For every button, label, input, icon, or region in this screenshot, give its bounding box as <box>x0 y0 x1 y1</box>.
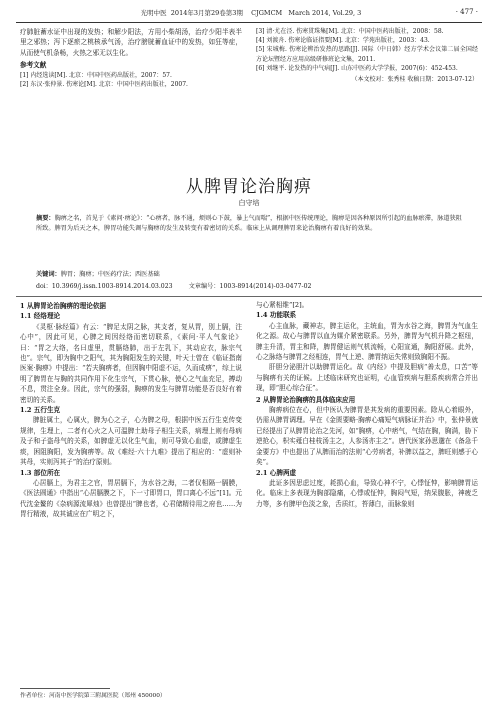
reference-item: [4] 刘渡舟. 伤寒论临证指要[M]. 北京：学苑出版社，2003：43. <box>256 37 430 45</box>
reference-item: [3] 清·尤在泾. 伤寒贯珠集[M]. 北京：中国中医药出版社，2008：58. <box>256 28 444 35</box>
body-column-right <box>256 300 478 685</box>
body-paragraph: 心居膈上，为君主之官，胃居膈下，为水谷之海，二者仅相隔一膈膜，《医法圆通》中指出“心居膈膜之下，下一寸即胃口，胃口离心不远”[1]。元代沈金鳌的《杂病源流犀烛》也曾提出“脾也者，心君储精待用之府也……为胃行精液，故其诚应在广明之下， <box>20 478 242 519</box>
keywords <box>36 270 462 280</box>
reference-item: [2] 东汉·张仲景. 伤寒论[M]. 北京：中国中医药出版社，2007. <box>20 80 188 88</box>
abstract <box>36 214 462 235</box>
subsection-heading: 1.1 经络理论 <box>20 312 61 321</box>
body-paragraph: 此证多因思虑过度，耗损心血，导致心神不宁，心悸怔忡，影响脾胃运化。临床上多表现为胸部隐痛，心悸或怔忡，胸闷气短，纳呆腹胀，神疲乏力等，多有脾甲色淡之象，舌质红，苔薄白，而脉象则 <box>256 478 478 508</box>
issue-date-cn: 2014年3月第29卷第3期 <box>170 9 243 17</box>
references-heading: 参考文献 <box>20 61 47 70</box>
abstract-text: 胸痹之名，首见于《素问·痹论》：“心痹者，脉不通，烦则心下鼓，暴上气而喘”，根据中医传统理论，胸痹是因各种原因所引起的血脉瘀滞，脉道狭阻所致。脾胃为后天之本，脾胃功能失调与胸痹的发生及转变有着密切的关系。临床上从调理脾胃来论治胸痹有着良好的效果。 <box>36 215 462 233</box>
proofread-received: （本文校对：张秀桂 收稿日期：2013-07-12） <box>351 76 478 84</box>
doi: doi：10.3969/j.issn.1003-8914.2014.03.023 <box>36 283 173 290</box>
prev-article-text: 疗肺脏蓄水证中出现的发热；和解少阳法，方用小柴胡汤，治疗少阳半表半里之邪热；泻下逐瘀之桃核承气汤，治疗膀胱蓄血证中的发热，如狂等症，从而使气机条畅，火热之邪无以生化。 <box>20 28 242 57</box>
journal-name-cn: 光明中医 <box>140 9 167 17</box>
subsection-heading: 1.2 五行生克 <box>20 406 61 415</box>
body-paragraph: 脾脏属土，心属火，脾为心之子，心为脾之母，根据中医五行生克传变规律，生理上，二者有心火之人可温脾土助母子相生关系，病理上则有母病及子和子盗母气的关系，如脾虚无以化生气血，则可导致心血虚，或脾虚生痰，困阻胸阳，发为胸痹等。故《难经·六十九难》提出了相应的：“虚则补其母，实则泻其子”的治疗原则。 <box>20 416 242 467</box>
prev-article-right <box>256 27 478 84</box>
reference-item: [5] 宋城梅. 伤寒论辨治发热的思路[J]. 国际（中日韩）经方学术会议第二届全国经方论坛暨经方应用高级研修班论文集，2011. <box>256 46 478 63</box>
journal-name-en: CJGMCM <box>251 9 283 17</box>
article-author: 白守培 <box>238 199 260 207</box>
subsection-heading: 1.3 部位所在 <box>20 468 61 477</box>
running-head <box>20 8 482 20</box>
abstract-label: 摘要： <box>36 215 55 222</box>
keywords-text: 脾胃；胸痹；中医药疗法；西医基础 <box>60 271 160 278</box>
body-paragraph: 心主血脉，藏神志，脾主运化，主统血，胃为水谷之海，脾胃为气血生化之源。故心与脾胃以血为媒介紧密联系。另外，脾胃为气机升降之枢纽，脾主升清，胃主和降，脾胃健运则气机流畅，心阳宣通，胸阳舒展。此外，心之脉络与脾胃之经相连，胃气上逆、脾胃纳运失常则致胸阳不振。 <box>256 321 478 362</box>
keywords-label: 关键词： <box>36 271 61 278</box>
section-heading: 1 从脾胃论治胸痹的理论依据 <box>20 302 107 310</box>
doi-line <box>36 282 462 292</box>
issue-date-en: March 2014, Vol.29, 3 <box>288 9 362 17</box>
header-divider <box>16 22 482 23</box>
article-title: 从脾胃论治胸痹 <box>186 177 312 197</box>
body-column-left <box>20 300 242 685</box>
body-paragraph: 与心紧相维”[2]。 <box>256 301 309 309</box>
subsection-heading: 2.1 心脾两虚 <box>256 468 297 477</box>
prev-article-left <box>20 27 242 89</box>
author-affiliation: 作者单位：河南中医学院第三附属医院（郑州 450000） <box>20 693 166 699</box>
reference-item: [1] 内经选读[M]. 北京：中国中医药出版社，2007：57. <box>20 71 172 79</box>
body-paragraph: 胸痹病位在心，但中医认为脾胃是其发病的重要因素。除从心着眼外，仍需从脾胃调理。早在《金匮要略·胸痹心痛短气病脉证并治》中，张仲景就已经提出了从脾胃论治之先河，如“胸痹，心中痞气，气结在胸，胸满，胁下逆抢心，枳实薤白桂枝汤主之，人参汤亦主之”。唐代医家孙思邈在《备急千金要方》中也提出了从脾而治的法则“心劳病者，补脾以益之，脾旺则感于心矣”。 <box>256 406 478 467</box>
article-number: 文章编号：1003-8914(2014)-03-0477-02 <box>188 283 312 290</box>
abstract-divider <box>16 296 482 297</box>
page-number: · 477 · <box>455 8 478 16</box>
reference-item: [6] 刘继平. 论发热的中气病[J]. 山东中医药大学学报，2007(6)：452-453. <box>256 64 458 72</box>
footnote-divider <box>20 688 110 689</box>
subsection-heading: 1.4 功能联系 <box>256 311 297 320</box>
section-heading: 2 从脾胃论治胸痹的具体临床应用 <box>256 395 356 404</box>
body-paragraph: 《灵枢·脉经篇》有云：“脾足太阴之脉，其支者，复从胃，别上膈，注心中”，因此可见，心脾之间因经络而密切联系，《素问·平人气象论》曰：“胃之大络，名曰虚里，贯膈络肺，出于左乳下，其动应衣，脉宗气也”。宗气，即为胸中之阳气，其为胸阳发生的关键，叶天士曾在《临证指南医案·胸痹》中提出：“若夫胸痹者，但因胸中阳虚不运，久而成痹”，综上说明了脾胃在与胸的共同作用下化生宗气，下贯心脉，使心之气血充足，搏动不息，贯注全身。因此，宗气的强弱，胸痹的发生与脾胃功能是否良好有着密切的关系。 <box>20 322 242 404</box>
body-paragraph: 肝胆分泌胆汁以助脾胃运化。故《内经》中提及胆病“善太息，口苦”等与胸痹有关的证候。上述临床研究也证明，心血管疾病与胆系疾病常合并出现，即“胆心综合征”。 <box>256 363 478 393</box>
